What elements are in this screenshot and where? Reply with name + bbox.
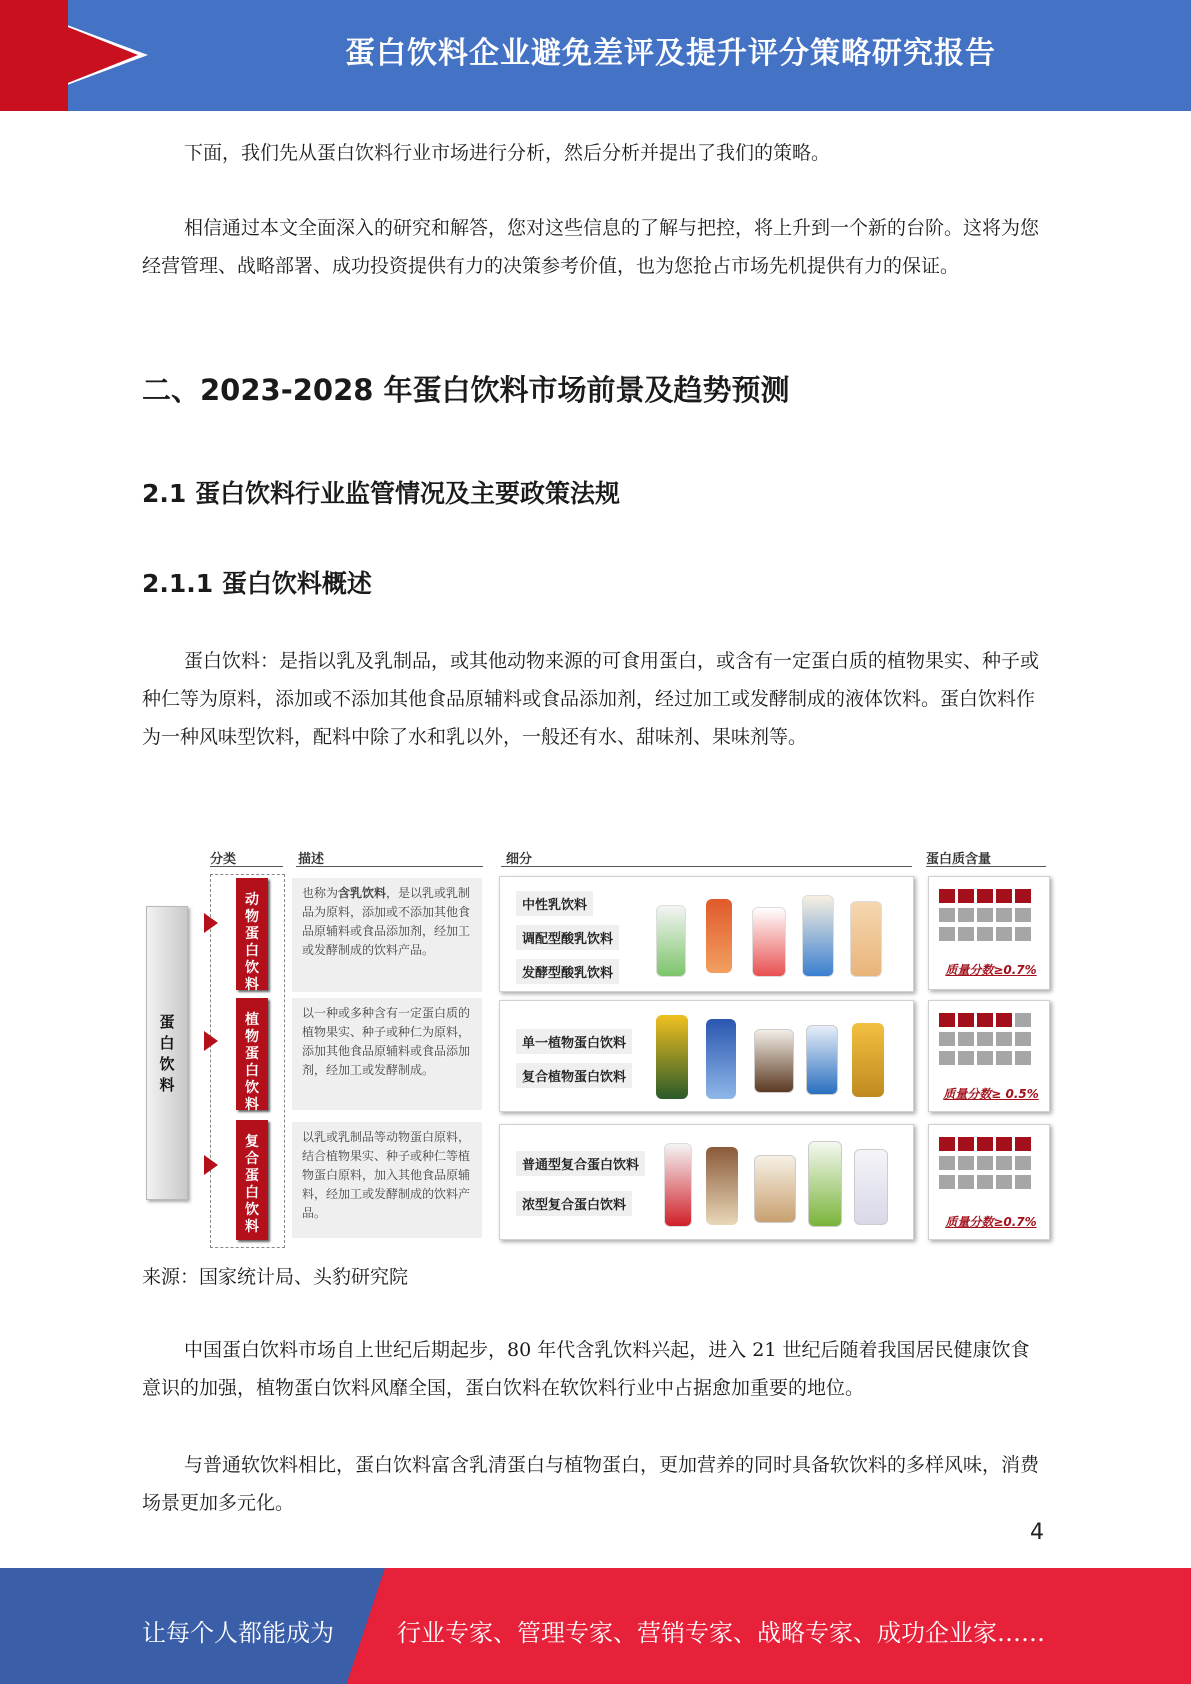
root-char: 蛋 (159, 1013, 175, 1031)
empty-square (996, 1032, 1012, 1046)
filled-square (996, 1137, 1012, 1151)
footer-slogan-right: 行业专家、管理专家、营销专家、战略专家、成功企业家…… (397, 1619, 1045, 1647)
quality-score: 质量分数≥0.7% (945, 963, 1037, 977)
root-char: 白 (159, 1034, 175, 1052)
empty-square (1015, 1013, 1031, 1027)
product-carton-icon (706, 1147, 738, 1225)
product-can-icon (852, 1023, 884, 1097)
category-text: 复 合 蛋 白 饮 料 (245, 1134, 259, 1235)
report-title: 蛋白饮料企业避免差评及提升评分策略研究报告 (345, 36, 996, 71)
segment-label: 调配型酸乳饮料 (516, 925, 619, 950)
product-bottle-icon (850, 901, 882, 977)
product-carton-icon (808, 1141, 842, 1227)
product-bottle-icon (752, 907, 786, 977)
segment-label: 单一植物蛋白饮料 (516, 1029, 632, 1054)
empty-square (977, 1032, 993, 1046)
arrow-icon (204, 913, 218, 933)
quality-score: 质量分数≥ 0.5% (943, 1087, 1039, 1101)
product-bottle-icon (802, 895, 834, 977)
product-can-icon (656, 1015, 688, 1099)
desc-bold: 含乳饮料 (338, 886, 387, 900)
empty-square (939, 1051, 955, 1065)
figure-source: 来源：国家统计局、头豹研究院 (142, 1266, 409, 1288)
description-compound: 以乳或乳制品等动物蛋白原料，结合植物果实、种子或种仁等植物蛋白原料，加入其他食品原辅料，经加工或发酵制成的饮料产品。 (292, 1122, 482, 1238)
page-header (0, 0, 1191, 111)
desc-text: 也称为 (302, 886, 339, 900)
footer-slogan-left: 让每个人都能成为 (142, 1619, 334, 1647)
filled-square (939, 1137, 955, 1151)
protein-content-compound (928, 1124, 1050, 1240)
segment-label: 复合植物蛋白饮料 (516, 1063, 632, 1088)
filled-square (939, 1013, 955, 1027)
header-subdivision: 细分 (506, 852, 533, 867)
empty-square (939, 1032, 955, 1046)
classification-figure (142, 848, 1048, 1248)
product-bottle-icon (664, 1143, 692, 1227)
subsubsection-heading: 2.1.1 蛋白饮料概述 (142, 569, 372, 598)
segment-animal (499, 876, 914, 992)
filled-square (996, 889, 1012, 903)
filled-square (1015, 1137, 1031, 1151)
empty-square (977, 1175, 993, 1189)
filled-square (1015, 889, 1031, 903)
root-category-label (147, 1012, 187, 1096)
empty-square (1015, 1156, 1031, 1170)
quality-score: 质量分数≥0.7% (945, 1215, 1037, 1229)
body-paragraph-1: 中国蛋白饮料市场自上世纪后期起步，80 年代含乳饮料兴起，进入 21 世纪后随着我国居民健康饮食意识的加强，植物蛋白饮料风靡全国，蛋白饮料在软饮料行业中占据愈加重要的地位。 (142, 1339, 1030, 1399)
product-can-icon (806, 1025, 838, 1095)
empty-square (1015, 1032, 1031, 1046)
empty-square (939, 908, 955, 922)
header-red-block (0, 0, 68, 111)
header-rule (926, 866, 1046, 867)
header-rule (210, 866, 283, 867)
empty-square (977, 1156, 993, 1170)
section-heading: 二、2023-2028 年蛋白饮料市场前景及趋势预测 (142, 373, 790, 407)
empty-square (996, 908, 1012, 922)
empty-square (958, 1175, 974, 1189)
category-plant (236, 998, 268, 1113)
arrow-icon (204, 1031, 218, 1051)
protein-content-animal (928, 876, 1050, 990)
protein-grid (939, 1137, 1041, 1194)
filled-square (996, 1013, 1012, 1027)
header-rule (296, 866, 483, 867)
description-plant: 以一种或多种含有一定蛋白质的植物果实、种子或种仁为原料，添加其他食品原辅料或食品添加剂，经加工或发酵制成。 (292, 998, 482, 1110)
filled-square (958, 1137, 974, 1151)
product-can-icon (706, 1019, 736, 1099)
empty-square (1015, 927, 1031, 941)
product-bottle-icon (656, 905, 686, 977)
empty-square (977, 908, 993, 922)
empty-square (996, 1175, 1012, 1189)
header-protein: 蛋白质含量 (926, 852, 992, 867)
protein-content-plant (928, 1000, 1050, 1112)
segment-label: 浓型复合蛋白饮料 (516, 1191, 632, 1216)
empty-square (977, 1051, 993, 1065)
segment-label: 发酵型酸乳饮料 (516, 959, 619, 984)
body-paragraph-2: 与普通软饮料相比，蛋白饮料富含乳清蛋白与植物蛋白，更加营养的同时具备软饮料的多样风味，消费场景更加多元化。 (142, 1454, 1040, 1514)
product-bottle-icon (706, 899, 732, 973)
description-animal (292, 878, 482, 992)
intro-paragraph-1: 下面，我们先从蛋白饮料行业市场进行分析，然后分析并提出了我们的策略。 (184, 142, 831, 164)
page-number: 4 (1030, 1520, 1044, 1545)
empty-square (1015, 908, 1031, 922)
desc-text: ，是以乳或乳制品为原料，添加或不添加其他食品原辅料或食品添加剂，经加工或发酵制成的饮料产品。 (302, 886, 471, 957)
empty-square (1015, 1175, 1031, 1189)
empty-square (996, 927, 1012, 941)
filled-square (977, 889, 993, 903)
category-text: 动 物 蛋 白 饮 料 (245, 892, 259, 993)
segment-label: 中性乳饮料 (516, 891, 593, 916)
empty-square (958, 927, 974, 941)
category-animal (236, 878, 268, 993)
protein-grid (939, 1013, 1041, 1070)
category-compound (236, 1120, 268, 1240)
segment-compound (499, 1124, 914, 1240)
empty-square (996, 1156, 1012, 1170)
product-can-icon (854, 1149, 888, 1225)
segment-label: 普通型复合蛋白饮料 (516, 1151, 645, 1176)
product-carton-icon (754, 1029, 794, 1093)
root-category-bar (146, 906, 188, 1200)
root-char: 料 (159, 1076, 175, 1094)
root-char: 饮 (159, 1055, 175, 1073)
filled-square (939, 889, 955, 903)
header-description: 描述 (298, 852, 325, 867)
page-footer (0, 1568, 1191, 1684)
arrow-icon (204, 1155, 218, 1175)
empty-square (958, 1051, 974, 1065)
product-carton-icon (754, 1155, 796, 1223)
filled-square (958, 1013, 974, 1027)
filled-square (977, 1137, 993, 1151)
definition-paragraph: 蛋白饮料：是指以乳及乳制品，或其他动物来源的可食用蛋白，或含有一定蛋白质的植物果实、种子或种仁等为原料，添加或不添加其他食品原辅料或食品添加剂，经过加工或发酵制成的液体饮料。蛋白饮料作为一种风味型饮料，配料中除了水和乳以外，一般还有水、甜味剂、果味剂等。 (142, 650, 1040, 748)
empty-square (1015, 1051, 1031, 1065)
category-text: 植 物 蛋 白 饮 料 (245, 1012, 259, 1113)
filled-square (977, 1013, 993, 1027)
empty-square (939, 1156, 955, 1170)
empty-square (996, 1051, 1012, 1065)
empty-square (939, 1175, 955, 1189)
header-category: 分类 (210, 852, 237, 867)
empty-square (977, 927, 993, 941)
empty-square (958, 1032, 974, 1046)
intro-paragraph-2: 相信通过本文全面深入的研究和解答，您对这些信息的了解与把控，将上升到一个新的台阶。这将为您经营管理、战略部署、成功投资提供有力的决策参考价值，也为您抢占市场先机提供有力的保证。 (142, 217, 1040, 277)
segment-plant (499, 1000, 914, 1112)
empty-square (958, 1156, 974, 1170)
filled-square (958, 889, 974, 903)
protein-grid (939, 889, 1041, 946)
subsection-heading: 2.1 蛋白饮料行业监管情况及主要政策法规 (142, 479, 620, 508)
header-rule (501, 866, 912, 867)
empty-square (958, 908, 974, 922)
empty-square (939, 927, 955, 941)
